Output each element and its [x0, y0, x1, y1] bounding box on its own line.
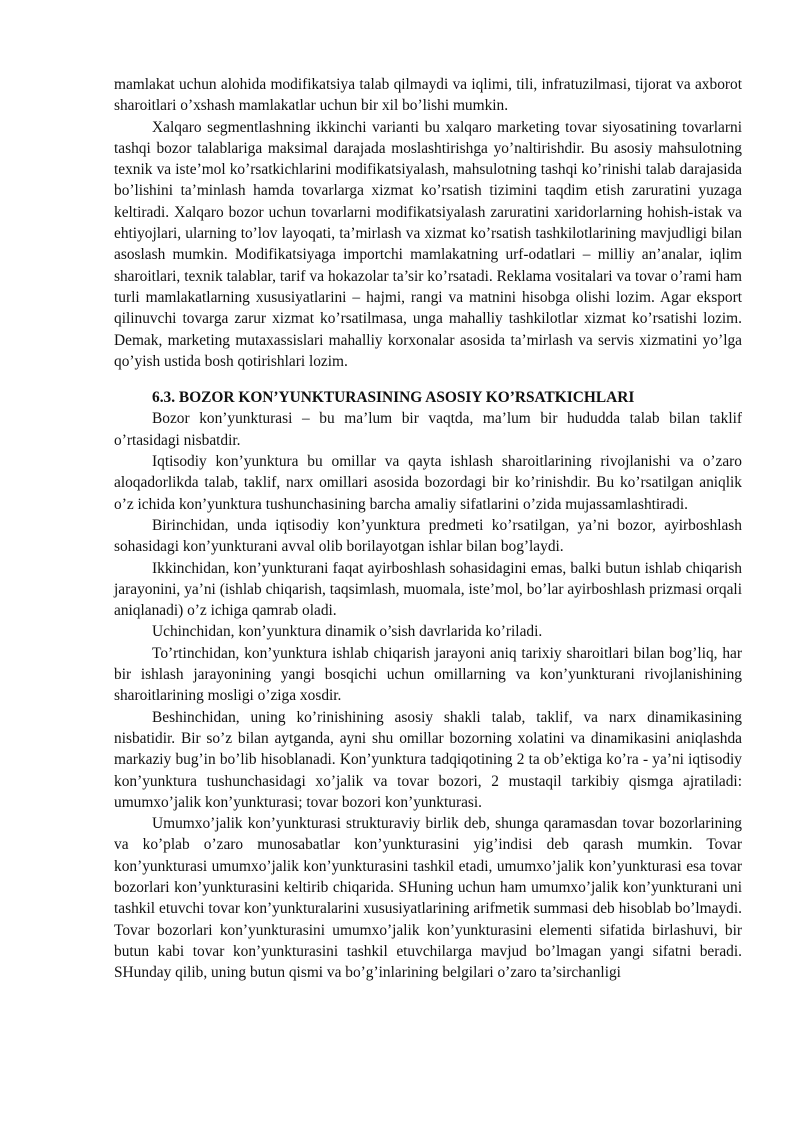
- paragraph-definition: Bozor kon’yunkturasi – bu ma’lum bir vaqtda, ma’lum bir hududda talab bilan taklif o’rtasidagi nisbatdir.: [114, 410, 742, 449]
- paragraph-continued: mamlakat uchun alohida modifikatsiya talab qilmaydi va iqlimi, tili, infratuzilmasi, tijorat va axborot sharoitlari o’xshash mamlakatlar uchun bir xil bo’lishi mumkin.: [114, 76, 742, 115]
- document-page: [114, 74, 742, 983]
- paragraph-first: Birinchidan, unda iqtisodiy kon’yunktura predmeti ko’rsatilgan, ya’ni bozor, ayirboshlash sohasidagi kon’yunkturani avval olib borilayotgan ishlar bilan bog’laydi.: [114, 516, 742, 556]
- paragraph-fourth: To’rtinchidan, kon’yunktura ishlab chiqarish jarayoni aniq tarixiy sharoitlari bilan bog’liq, har bir ishlash jarayonining yangi bosqichi uchun omillarning va kon’yunkturani rivojlanishining sharoitlarining mosligi o’ziga xosdir.: [114, 644, 742, 705]
- paragraph-segmentation-variant: Xalqaro segmentlashning ikkinchi varianti bu xalqaro marketing tovar siyosatining tovarlarni tashqi bozor talablariga maksimal darajada moslashtirishga yo’naltirishdir. Bu asosiy mahsulotning texnik va iste’mol ko’rsatkichlarini modifikatsiyalash, mahsulotning tashqi ko’rinishi talab darajasida bo’lishini ta’minlash hamda tovarlarga xizmat ko’rsatish tizimini taqdim etish zaruratini yuzaga keltiradi. Xalqaro bozor uchun tovarlarni modifikatsiyalash zaruratini xaridorlarning hohish-istak va ehtiyojlari, ularning to’lov layoqati, ta’mirlash va xizmat ko’rsatish tashkilotlarining mavjudligi bilan asoslash mumkin. Modifikatsiyaga importchi mamlakatning urf-odatlari – milliy an’analar, iqlim sharoitlari, texnik talablar, tarif va hokazolar ta’sir ko’rsatadi. Reklama vositalari va tovar o’rami ham turli mamlakatlarning xususiyatlarini – hajmi, rangi va matnini hisobga olishi lozim. Agar eksport qilinuvchi tovarga zarur xizmat ko’rsatilmasa, unga mahalliy tashkilotlar xizmat ko’rsatishi lozim. Demak, marketing mutaxassislari mahalliy korxonalar asosida ta’mirlash va servis xizmatini yo’lga qo’yish ustida bosh qotirishlari lozim.: [114, 118, 742, 370]
- paragraph-third: Uchinchidan, kon’yunktura dinamik o’sish davrlarida ko’riladi.: [152, 623, 543, 641]
- paragraph-economic-conjuncture: Iqtisodiy kon’yunktura bu omillar va qayta ishlash sharoitlarining rivojlanishi va o’zaro aloqadorlikda talab, taklif, narx omillari asosida bozordagi bir ko’rinishdir. Bu ko’rsatilgan aniqlik o’z ichida kon’yunktura tushunchasining barcha amaliy sifatlarini o’zida mujassamlashtiradi.: [114, 453, 742, 513]
- paragraph-second: Ikkinchidan, kon’yunkturani faqat ayirboshlash sohasidagini emas, balki butun ishlab chiqarish jarayonini, ya’ni (ishlab chiqarish, taqsimlash, muomala, iste’mol, bo’lar ayirboshlash prizmasi orqali aniqlanadi) o’z ichiga qamrab oladi.: [114, 559, 742, 620]
- paragraph-fifth: Beshinchidan, uning ko’rinishining asosiy shakli talab, taklif, va narx dinamikasining nisbatidir. Bir so’z bilan aytganda, ayni shu omillar bozorning xolatini va dinamikasini aniqlashda markaziy bug’in bo’lib hisoblanadi. Kon’yunktura tadqiqotining 2 ta ob’ektiga ko’ra - ya’ni iqtisodiy kon’yunktura tushunchasidagi xo’jalik va tovar bozori, 2 mustaqil tarkibiy qismga ajratiladi: umumxo’jalik kon’yunkturasi; tovar bozori kon’yunkturasi.: [114, 708, 742, 811]
- paragraph-general-economic: Umumxo’jalik kon’yunkturasi strukturaviy birlik deb, shunga qaramasdan tovar bozorlarining va ko’plab o’zaro munosabatlar kon’yunkturasini yig’indisi deb qarash mumkin. Tovar kon’yunkturasi umumxo’jalik kon’yunkturasini tashkil etadi, umumxo’jalik kon’yunkturasi esa tovar bozorlari kon’yunkturasini keltirib chiqarida. SHuning uchun ham umumxo’jalik kon’yunkturani uni tashkil etuvchi tovar kon’yunkturalarini xususiyatlarining arifmetik summasi deb hisoblab bo’lmaydi. Tovar bozorlari kon’yunkturasini umumxo’jalik kon’yunkturasini elementi sifatida birlashuvi, bir butun kabi tovar kon’yunkturasini tashkil etuvchilarga mavjud bo’lmagan yangi sifatni beradi. SHunday qilib, uning butun qismi va bo’g’inlarining belgilari o’zaro ta’sirchanligi: [114, 815, 742, 982]
- section-heading: 6.3. BOZOR KON’YUNKTURASINING ASOSIY KO’RSATKICHLARI: [152, 389, 635, 407]
